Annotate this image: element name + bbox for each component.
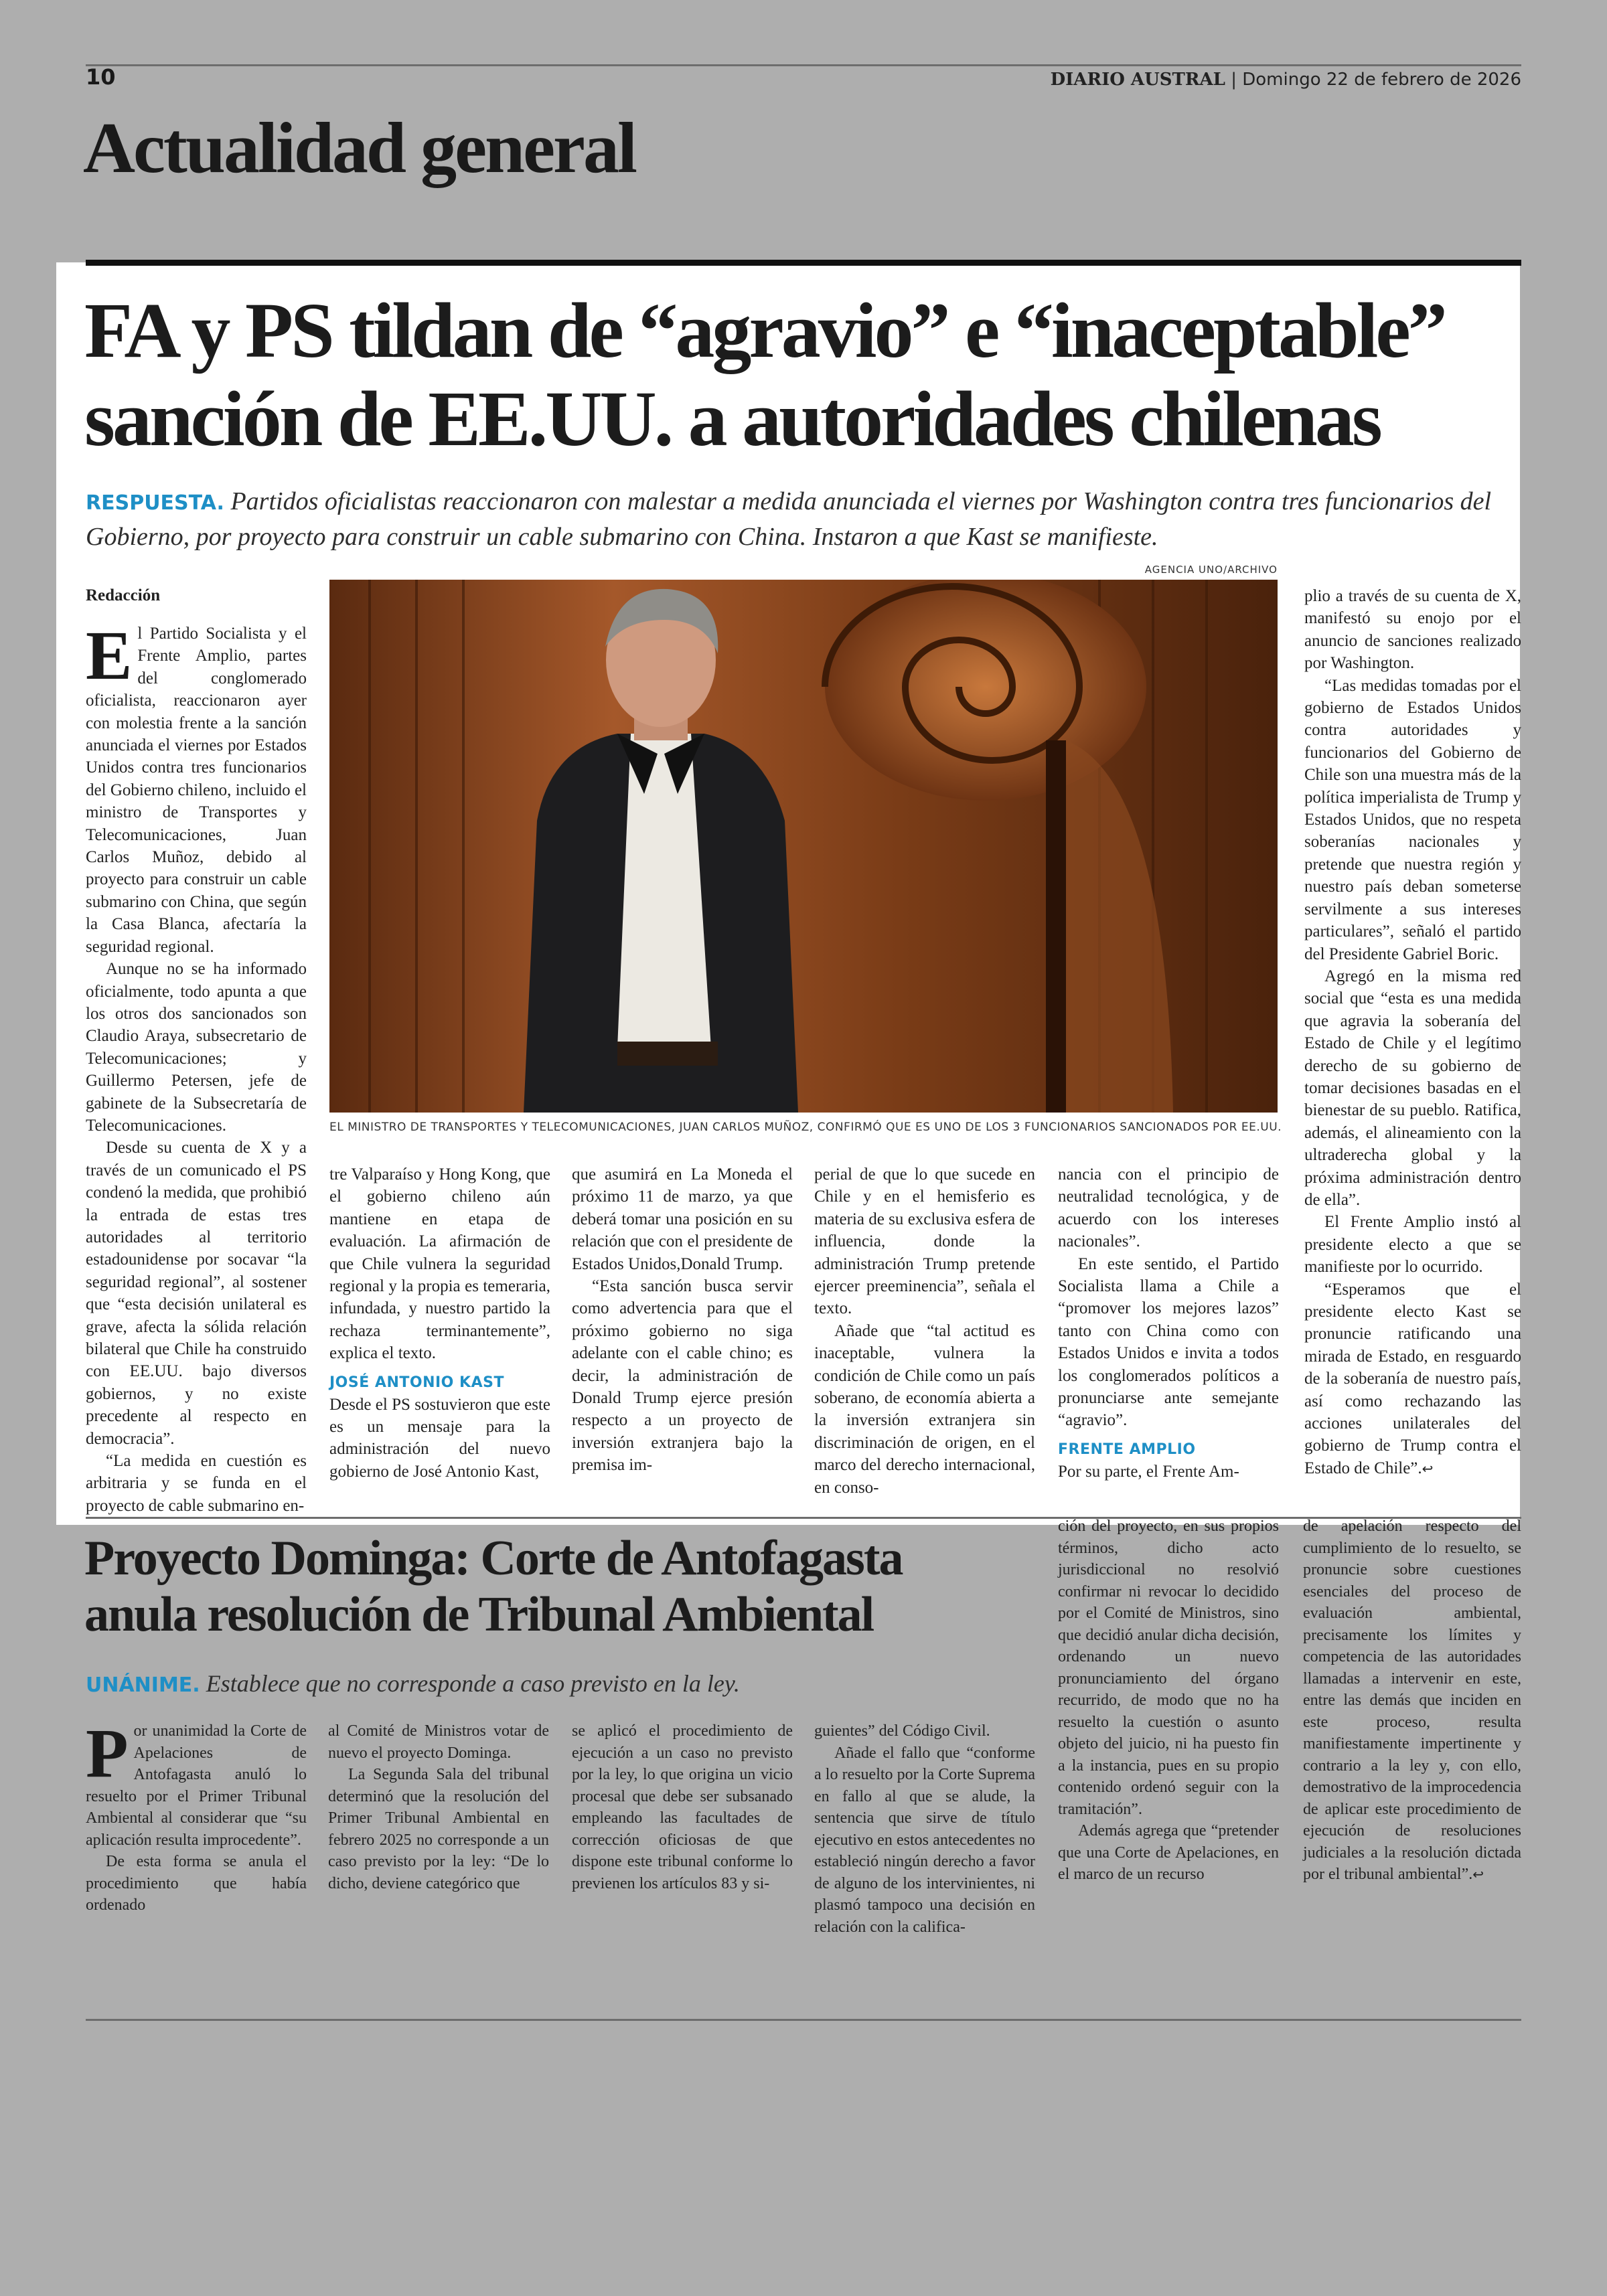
story2-p3-end: guientes” del Código Civil. bbox=[814, 1722, 990, 1740]
subhead-frente-amplio: FRENTE AMPLIO bbox=[1058, 1441, 1196, 1458]
story1-p4-start: “La medida en cuestión es arbitraria y se funda en el proyecto de cable submarino en- bbox=[86, 1452, 307, 1515]
story1-p12: El Frente Amplio instó al presidente electo a que se manifieste por lo ocurrido. bbox=[1304, 1213, 1521, 1277]
top-rule bbox=[86, 64, 1521, 66]
story2-column-2 bbox=[328, 1720, 549, 1894]
story1-p3: Desde su cuenta de X y a través de un comunicado el PS condenó la medida, que prohibió la entrada de estas tres autoridades al territorio estadounidense por socavar “la seguridad regional”, al sostener que “esta decisión unilateral es grave, afecta la sólida relación bilateral que Chile ha construido con EE.UU. bajo diversos gobiernos, y no existe precedente al respecto en democracia”. bbox=[86, 1139, 307, 1448]
story1-p13-text: “Esperamos que el presidente electo Kast se pronuncie ratificando una mirada de Estado, en resguardo de la soberanía de nuestro país, así como rechazando las acciones unilaterales del gobierno de Trump contra el Estado de Chile”. bbox=[1304, 1280, 1521, 1477]
story2-end-mark-icon: ↩ bbox=[1472, 1866, 1484, 1882]
story2-kicker: UNÁNIME. bbox=[86, 1673, 200, 1697]
story1-column-5 bbox=[1058, 1163, 1279, 1483]
story1-p9-start: Por su parte, el Frente Am- bbox=[1058, 1462, 1239, 1481]
story1-headline bbox=[84, 286, 1524, 463]
subhead-kast: JOSÉ ANTONIO KAST bbox=[329, 1374, 504, 1391]
byline: Redacción bbox=[86, 586, 161, 604]
story2-p5-cont: de apelación respecto del cumplimiento de lo resuelto, se pronuncie sobre cuestiones esenciales del proceso de evaluación ambiental, precisamente los límites y competencia de las autoridades llamadas a intervenir en este, entre las demás que inciden en este proceso, resulta manifiestamente impertinente y contrario a la ley y, con ello, demostrativo de la improcedencia de aplicar este procedimiento de ejecución de resoluciones judiciales a la resolución dictada por el tribunal ambiental”.↩ bbox=[1303, 1518, 1521, 1883]
story2-p5-start: Además agrega que “pretender que una Corte de Apelaciones, en el marco de un recurso bbox=[1058, 1822, 1279, 1883]
story1-p6-cont: perial de que lo que sucede en Chile y en el hemisferio es materia de su exclusiva esfera de influencia, donde la administración Trump pretende ejercer preeminencia”, señala el texto. bbox=[814, 1165, 1035, 1318]
page-number: 10 bbox=[86, 64, 116, 90]
story1-headline-line2: sanción de EE.UU. a autoridades chilenas bbox=[84, 375, 1380, 463]
story1-p7-start: Añade que “tal actitud es inaceptable, vulnera la condición de Chile como un país soberano, de economía abierta a la inversión extranjera sin discriminación de origen, en el marco del derecho internacional, en conso- bbox=[814, 1321, 1035, 1497]
story1-column-6 bbox=[1304, 585, 1521, 1480]
story2-headline-line1: Proyecto Dominga: Corte de Antofagasta bbox=[84, 1531, 903, 1586]
masthead bbox=[1051, 70, 1521, 90]
story2-column-6 bbox=[1303, 1515, 1521, 1886]
story1-p13 bbox=[1304, 1279, 1521, 1481]
story1-p5-cont: que asumirá en La Moneda el próximo 11 de marzo, ya que deberá tomar una posición en su relación que con el presidente de Estados Unidos,Donald Trump. bbox=[572, 1165, 793, 1273]
bottom-rule bbox=[86, 2019, 1521, 2021]
section-title: Actualidad general bbox=[83, 108, 635, 188]
story1-column-3 bbox=[572, 1163, 793, 1477]
story1-column-4 bbox=[814, 1163, 1035, 1499]
story1-dek-text: Partidos oficialistas reaccionaron con malestar a medida anunciada el viernes por Washington contra tres funcionarios del Gobierno, por proyecto para construir un cable submarino con China. Instaron a que Kast se manifieste. bbox=[86, 487, 1492, 551]
story1-p5-start: Desde el PS sostuvieron que este es un mensaje para la administración del nuevo gobierno de José Antonio Kast, bbox=[329, 1395, 550, 1481]
story1-p6-start: “Esta sanción busca servir como advertencia para que el próximo gobierno no siga adelante con el cable chino; es decir, la administración de Donald Trump ejerce presión respecto a un proyecto de inversión extranjera bajo la premisa im- bbox=[572, 1277, 793, 1475]
story2-p1: or unanimidad la Corte de Apelaciones de Antofagasta anuló lo resuelto por el Primer Tribunal Ambiental al considerar que “su aplicación resulta improcedente”. bbox=[86, 1722, 307, 1849]
story2-p2-start: De esta forma se anula el procedimiento que había ordenado bbox=[86, 1853, 307, 1914]
photo-credit: AGENCIA UNO/ARCHIVO bbox=[1144, 564, 1278, 576]
story2-drop-cap: P bbox=[86, 1715, 129, 1792]
story1-column-1 bbox=[86, 586, 307, 1517]
drop-cap: E bbox=[86, 617, 133, 694]
paper-name: DIARIO AUSTRAL bbox=[1050, 70, 1225, 90]
story2-headline-line2: anula resolución de Tribunal Ambiental bbox=[84, 1587, 874, 1642]
story2-p4-cont: ción del proyecto, en sus propios términos, dicho acto jurisdiccional no resolvió confirmar ni revocar lo decidido por el Comité de Ministros, sino que decidió anular dicha decisión, ordenando un nuevo pronunciamiento del órgano recurrido, de modo que no ha resuelto la cuestión o asunto objeto del juicio, ni ha puesto fin a la instancia, pues en su propio contenido ordenó seguir con la tramitación”. bbox=[1058, 1518, 1279, 1818]
story1-column-2 bbox=[329, 1163, 550, 1483]
story2-p3-start: La Segunda Sala del tribunal determinó que la resolución del Primer Tribunal Ambiental en febrero 2025 no corresponde a un caso previsto por la ley: “De lo dicho, deviene categórico que bbox=[328, 1766, 549, 1892]
photo-caption: EL MINISTRO DE TRANSPORTES Y TELECOMUNICACIONES, JUAN CARLOS MUÑOZ, CONFIRMÓ QUE ES UNO DE LOS 3 FUNCIONARIOS SANCIONADOS POR EE.UU. bbox=[329, 1121, 1282, 1134]
story2-p4-start: Añade el fallo que “conforme a lo resuelto por la Corte Suprema en fallo al que se alude, la sentencia que sirve de título ejecutivo en estos antecedentes no estableció ningún derecho a favor de alguno de los intervinientes, ni plasmó tampoco una decisión en relación con la califica- bbox=[814, 1744, 1035, 1936]
story1-p10: “Las medidas tomadas por el gobierno de Estados Unidos contra autoridades y funcionarios del Gobierno de Chile son una muestra más de la política imperialista de Trump y Estados Unidos, que no respeta soberanías nacionales y pretende que nuestra región y nuestro país deban someterse servilmente a sus intereses particulares”, señaló el partido del Presidente Gabriel Boric. bbox=[1304, 676, 1521, 963]
story1-p4-cont: tre Valparaíso y Hong Kong, que el gobierno chileno aún mantiene en etapa de evaluación. La afirmación de que Chile vulnera la seguridad regional y la propia es temeraria, infundada, y nuestro partido la rechaza terminantemente”, explica el texto. bbox=[329, 1165, 550, 1363]
story1-p8: En este sentido, el Partido Socialista llama a Chile a “promover los mejores lazos” tanto con China como con Estados Unidos e invita a todos los conglomerados políticos a pronunciarse ante semejante “agravio”. bbox=[1058, 1254, 1279, 1430]
story1-p7-cont: nancia con el principio de neutralidad tecnológica, y de acuerdo con los intereses nacionales”. bbox=[1058, 1165, 1279, 1251]
story2-p2-cont: al Comité de Ministros votar de nuevo el proyecto Dominga. bbox=[328, 1722, 549, 1762]
story1-dek bbox=[86, 485, 1492, 554]
minister-photo bbox=[329, 580, 1278, 1113]
end-mark-icon: ↩ bbox=[1422, 1460, 1434, 1477]
story2-column-3 bbox=[572, 1720, 793, 1894]
story2-column-4 bbox=[814, 1720, 1035, 1938]
story2-column-5 bbox=[1058, 1515, 1279, 1886]
story1-p2: Aunque no se ha informado oficialmente, todo apunta a que los otros dos sancionados son Claudio Araya, subsecretario de Telecomunicaciones; y Guillermo Petersen, jefe de gabinete de la Subsecretaría de Telecomunicaciones. bbox=[86, 960, 307, 1135]
story2-p3-cont: se aplicó el procedimiento de ejecución a un caso no previsto por la ley, lo que origina un vicio procesal que debe ser subsanado empleando las facultades de corrección oficiosas de que dispone este tribunal conforme lo previenen los artículos 83 y si- bbox=[572, 1722, 793, 1892]
story1-kicker: RESPUESTA. bbox=[86, 491, 224, 515]
story2-headline bbox=[84, 1530, 1055, 1643]
story2-dek-text: Establece que no corresponde a caso previsto en la ley. bbox=[206, 1670, 740, 1697]
story1-p1: l Partido Socialista y el Frente Amplio, partes del conglomerado oficialista, reaccionaron ayer con molestia frente a la sanción anunciada el viernes por Estados Unidos contra tres funcionarios del Gobierno chileno, incluido el ministro de Transportes y Telecomunicaciones, Juan Carlos Muñoz, debido al proyecto para construir un cable submarino con China, que según la Casa Blanca, afectaría la seguridad regional. bbox=[86, 625, 307, 956]
story1-p11: Agregó en la misma red social que “esta es una medida que agravia la soberanía del Estado de Chile y el legítimo derecho de su gobierno de tomar decisiones basadas en el bienestar de su pueblo. Ratifica, además, el alineamiento con la ultraderecha global y la próxima administración dentro de ella”. bbox=[1304, 967, 1521, 1209]
issue-date: | Domingo 22 de febrero de 2026 bbox=[1231, 70, 1521, 90]
photo-illustration bbox=[329, 580, 1278, 1113]
story1-headline-line1: FA y PS tildan de “agravio” e “inaceptable” bbox=[84, 286, 1445, 374]
story1-p9-cont: plio a través de su cuenta de X, manifestó su enojo por el anuncio de sanciones realizado por Washington. bbox=[1304, 587, 1521, 673]
headline-rule bbox=[86, 260, 1521, 266]
story2-dek bbox=[86, 1669, 822, 1698]
story2-column-1 bbox=[86, 1715, 307, 1916]
